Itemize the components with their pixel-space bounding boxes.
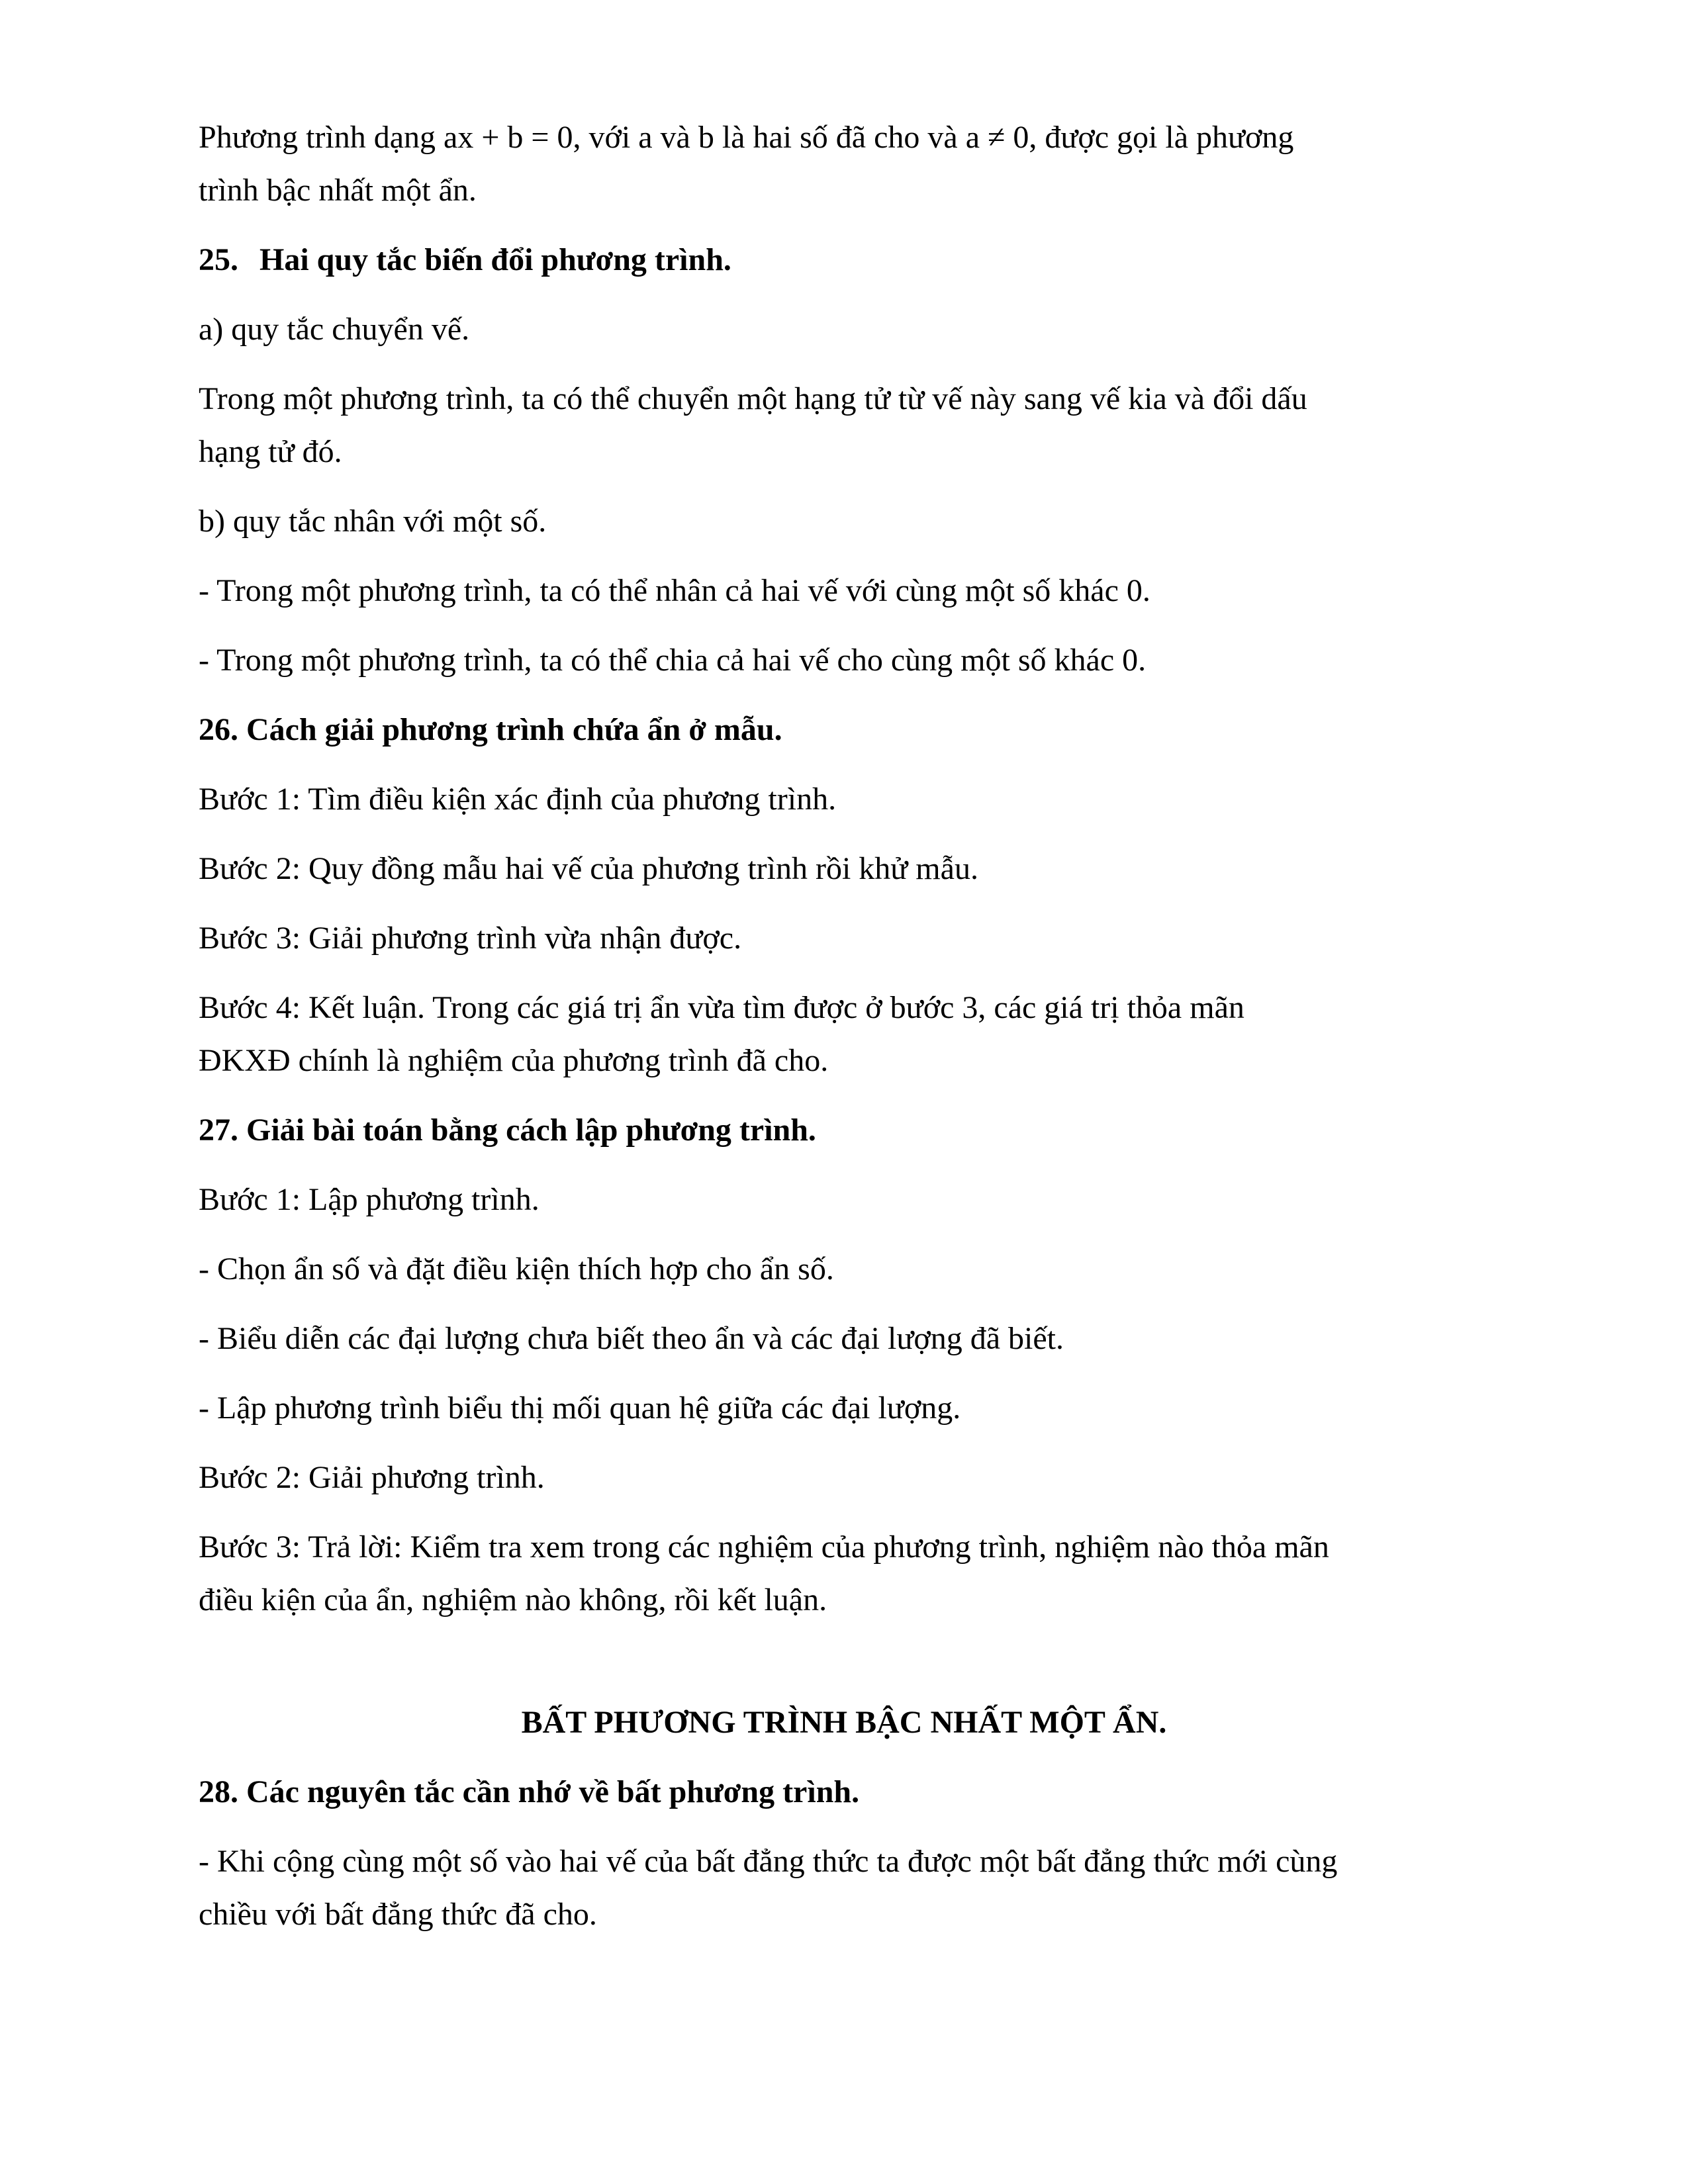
- rule-a-paragraph: [199, 373, 1489, 478]
- section-27-heading: 27. Giải bài toán bằng cách lập phương trình.: [199, 1113, 816, 1148]
- rule-a-line-2: hạng tử đó.: [199, 434, 342, 469]
- section-26-heading: 26. Cách giải phương trình chứa ẩn ở mẫu.: [199, 712, 782, 747]
- section-27-step-3-line-1: Bước 3: Trả lời: Kiểm tra xem trong các nghiệm của phương trình, nghiệm nào thỏa mãn: [199, 1529, 1329, 1565]
- section-26-step-4: [199, 981, 1489, 1087]
- rule-a-line-1: Trong một phương trình, ta có thể chuyển một hạng tử từ vế này sang vế kia và đổi dấu: [199, 381, 1307, 416]
- section-26-step-1: Bước 1: Tìm điều kiện xác định của phương trình.: [199, 782, 837, 817]
- section-28-item-1: [199, 1835, 1489, 1941]
- section-27-step-2: Bước 2: Giải phương trình.: [199, 1460, 545, 1495]
- section-25-heading: [199, 234, 1489, 287]
- section-27-step-3: [199, 1521, 1489, 1627]
- section-25-title: Hai quy tắc biến đổi phương trình.: [259, 242, 731, 277]
- rule-b-item-2: - Trong một phương trình, ta có thể chia cả hai vế cho cùng một số khác 0.: [199, 643, 1147, 678]
- section-28-heading: 28. Các nguyên tắc cần nhớ về bất phương trình.: [199, 1774, 860, 1809]
- section-26-step-3: Bước 3: Giải phương trình vừa nhận được.: [199, 921, 742, 956]
- section-26-step-2: Bước 2: Quy đồng mẫu hai vế của phương trình rồi khử mẫu.: [199, 851, 978, 886]
- intro-line-2: trình bậc nhất một ẩn.: [199, 173, 477, 208]
- section-27-item-1: - Chọn ẩn số và đặt điều kiện thích hợp cho ẩn số.: [199, 1251, 834, 1287]
- section-27-item-2: - Biểu diễn các đại lượng chưa biết theo ẩn và các đại lượng đã biết.: [199, 1321, 1064, 1356]
- section-26-step-4-line-2: ĐKXĐ chính là nghiệm của phương trình đã cho.: [199, 1043, 829, 1078]
- intro-line-1: Phương trình dạng ax + b = 0, với a và b là hai số đã cho và a ≠ 0, được gọi là phương: [199, 120, 1294, 155]
- section-27-step-1: Bước 1: Lập phương trình.: [199, 1182, 539, 1217]
- section-25-number: 25.: [199, 242, 238, 277]
- section-28-item-1-line-1: - Khi cộng cùng một số vào hai vế của bất đẳng thức ta được một bất đẳng thức mới cùng: [199, 1844, 1338, 1879]
- rule-a-title: a) quy tắc chuyển vế.: [199, 312, 470, 347]
- rule-b-title: b) quy tắc nhân với một số.: [199, 504, 547, 539]
- section-28-item-1-line-2: chiều với bất đẳng thức đã cho.: [199, 1897, 597, 1932]
- section-27-item-3: - Lập phương trình biểu thị mối quan hệ giữa các đại lượng.: [199, 1390, 961, 1426]
- section-27-step-3-line-2: điều kiện của ẩn, nghiệm nào không, rồi kết luận.: [199, 1582, 827, 1617]
- rule-b-item-1: - Trong một phương trình, ta có thể nhân cả hai vế với cùng một số khác 0.: [199, 573, 1150, 608]
- document-page: [199, 111, 1489, 1958]
- section-26-step-4-line-1: Bước 4: Kết luận. Trong các giá trị ẩn vừa tìm được ở bước 3, các giá trị thỏa mãn: [199, 990, 1244, 1025]
- chapter-title: BẤT PHƯƠNG TRÌNH BẬC NHẤT MỘT ẨN.: [521, 1705, 1167, 1740]
- intro-paragraph: [199, 111, 1489, 217]
